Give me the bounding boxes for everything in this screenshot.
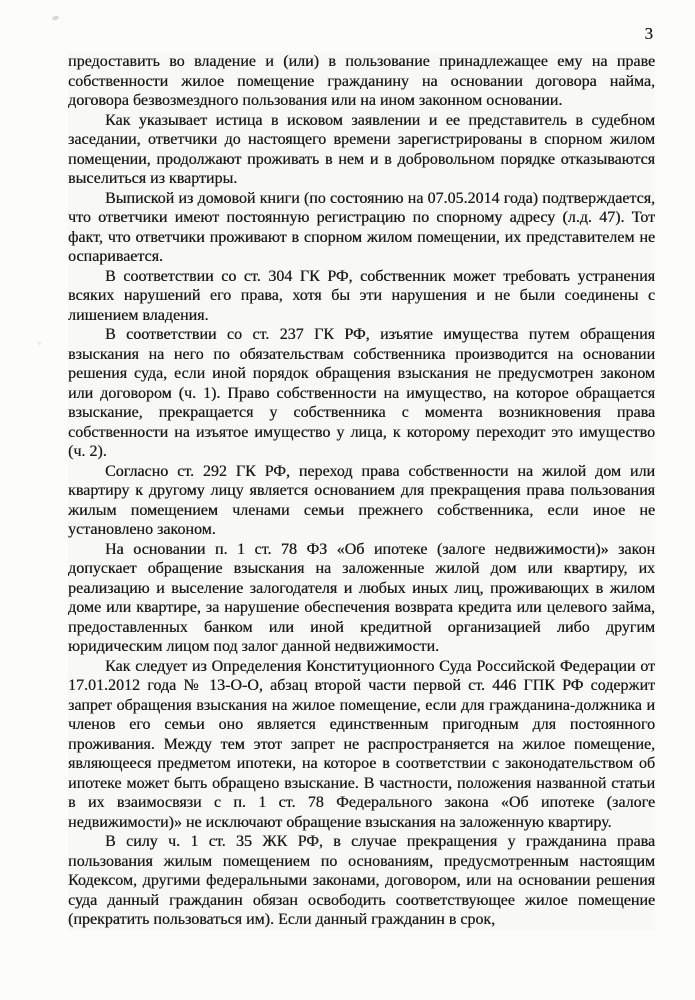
scan-speckle (52, 15, 60, 21)
paragraph: В соответствии со ст. 237 ГК РФ, изъятие имущества путем обращения взыскания на него по обязательствам собственника производится на основании решения суда, если иной порядок обращения взыскания не предусмотрен законом или договором (ч. 1). Право собственности на имущество, на которое обращается взыскание, прекращается у собственника с момента возникновения права собственности на изъятое имущество у лица, к которому переходит это имущество (ч. 2). (68, 326, 655, 460)
page-number: 3 (644, 24, 653, 43)
paragraph: Согласно ст. 292 ГК РФ, переход права собственности на жилой дом или квартиру к другому лицу является основанием для прекращения права пользования жилым помещением членами семьи прежнего собственника, если иное не установлено законом. (68, 462, 655, 538)
paragraph-continuation: предоставить во владение и (или) в пользование принадлежащее ему на праве собственности жилое помещение гражданину на основании договора найма, договора безвозмездного пользования или на ином законном основании. (68, 53, 655, 109)
paragraph: Как указывает истица в исковом заявлении и ее представитель в судебном заседании, ответчики до настоящего времени зарегистрированы в спорном жилом помещении, продолжают проживать в нем и в добровольном порядке отказываются выселиться из квартиры. (68, 111, 655, 187)
document-body (68, 52, 655, 930)
paragraph: В силу ч. 1 ст. 35 ЖК РФ, в случае прекращения у гражданина права пользования жилым помещением по основаниям, предусмотренным настоящим Кодексом, другими федеральными законами, договором, или на основании решения суда данный гражданин обязан освободить соответствующее жилое помещение (прекратить пользоваться им). Если данный гражданин в срок, (68, 833, 655, 928)
scan-speckle (38, 342, 41, 345)
paragraph: В соответствии со ст. 304 ГК РФ, собственник может требовать устранения всяких нарушений его права, хотя бы эти нарушения и не были соединены с лишением владения. (68, 267, 655, 324)
paragraph: Как следует из Определения Конституционного Суда Российской Федерации от 17.01.2012 года № 13-О-О, абзац второй части первой ст. 446 ГПК РФ содержит запрет обращения взыскания на жилое помещение, если для гражданина-должника и членов его семьи оно является единственным пригодным для постоянного проживания. Между тем этот запрет не распространяется на жилое помещение, являющееся предметом ипотеки, на которое в соответствии с законодательством об ипотеке может быть обращено взыскание. В частности, положения названной статьи в их взаимосвязи с п. 1 ст. 78 Федерального закона «Об ипотеке (залоге недвижимости)» не исключают обращение взыскания на заложенную квартиру. (68, 657, 655, 831)
paragraph: Выпиской из домовой книги (по состоянию на 07.05.2014 года) подтверждается, что ответчики имеют постоянную регистрацию по спорному адресу (л.д. 47). Тот факт, что ответчики проживают в спорном жилом помещении, их представителем не оспаривается. (68, 189, 655, 265)
paragraph: На основании п. 1 ст. 78 ФЗ «Об ипотеке (залоге недвижимости)» закон допускает обращение взыскания на заложенные жилой дом или квартиру, их реализацию и выселение залогодателя и любых иных лиц, проживающих в жилом доме или квартире, за нарушение обеспечения возврата кредита или целевого займа, предоставленных банком или иной кредитной организацией либо другим юридическим лицом под залог данной недвижимости. (68, 540, 655, 655)
